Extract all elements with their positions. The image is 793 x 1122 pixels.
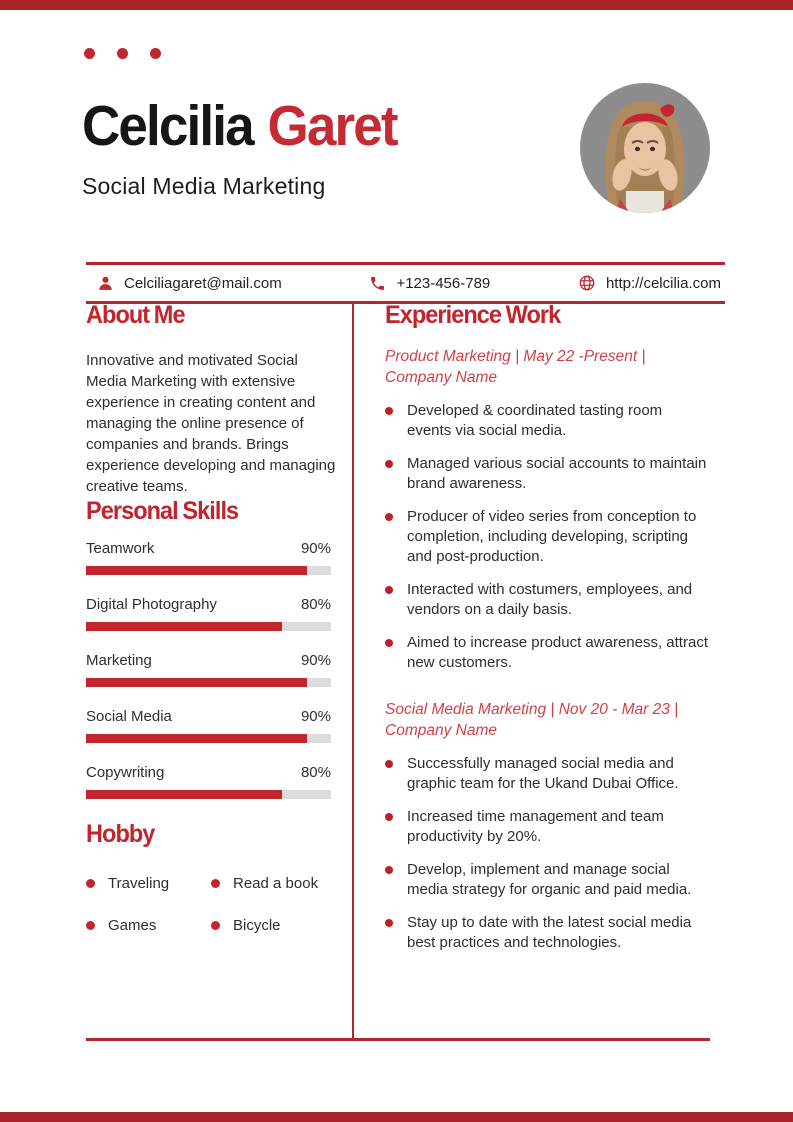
bullet-dot-icon bbox=[385, 586, 393, 594]
skill-label: Marketing bbox=[86, 652, 152, 669]
bullet-text: Aimed to increase product awareness, attract new customers. bbox=[407, 634, 708, 671]
left-column bbox=[86, 301, 354, 1038]
bullet-dot-icon bbox=[211, 879, 220, 888]
job-bullet bbox=[385, 401, 710, 441]
avatar bbox=[580, 83, 710, 213]
skill-row bbox=[86, 652, 331, 687]
skill-row bbox=[86, 596, 331, 631]
bullet-dot-icon bbox=[385, 639, 393, 647]
skill-bar-fill bbox=[86, 566, 307, 575]
skill-percent: 80% bbox=[300, 764, 331, 781]
skill-label: Social Media bbox=[86, 708, 172, 725]
hobby-label: Games bbox=[108, 917, 157, 934]
header bbox=[82, 96, 420, 200]
job-bullet-list bbox=[385, 401, 710, 673]
job-bullet bbox=[385, 754, 710, 794]
bullet-text: Increased time management and team productivity by 20%. bbox=[407, 808, 664, 845]
skill-bar-track bbox=[86, 678, 331, 687]
experience-title: Experience Work bbox=[385, 301, 561, 329]
phone-icon bbox=[369, 275, 386, 292]
job-bullet-list bbox=[385, 754, 710, 953]
bullet-dot-icon bbox=[385, 866, 393, 874]
hobby-label: Bicycle bbox=[233, 917, 281, 934]
job-heading: Social Media Marketing | Nov 20 - Mar 23 | Company Name bbox=[385, 701, 679, 739]
bullet-text: Developed & coordinated tasting room events via social media. bbox=[407, 402, 663, 439]
bullet-dot-icon bbox=[86, 921, 95, 930]
job-bullet bbox=[385, 580, 710, 620]
job-bullet bbox=[385, 633, 710, 673]
bullet-text: Stay up to date with the latest social media best practices and technologies. bbox=[407, 914, 692, 951]
bullet-dot-icon bbox=[385, 460, 393, 468]
skill-percent: 90% bbox=[300, 708, 331, 725]
right-column bbox=[354, 301, 710, 1038]
website-text: http://celcilia.com bbox=[605, 274, 721, 292]
hobby-label: Traveling bbox=[108, 875, 170, 892]
job-bullet bbox=[385, 913, 710, 953]
skill-bar-fill bbox=[86, 790, 282, 799]
bullet-dot-icon bbox=[86, 879, 95, 888]
skill-row bbox=[86, 764, 331, 799]
contact-email[interactable] bbox=[97, 275, 282, 292]
bullet-dot-icon bbox=[385, 919, 393, 927]
hobby-item bbox=[86, 917, 211, 934]
job-bullet bbox=[385, 454, 710, 494]
about-text: Innovative and motivated Social Media Marketing with extensive experience in creating content and managing the online presence of companies and brands. Brings experience developing and managing creative teams. bbox=[86, 352, 336, 495]
about-title: About Me bbox=[86, 301, 185, 329]
bullet-text: Producer of video series from conception to completion, including developing, scripting and post-production. bbox=[407, 508, 697, 565]
bullet-text: Interacted with costumers, employees, and vendors on a daily basis. bbox=[407, 581, 693, 618]
skill-label: Teamwork bbox=[86, 540, 155, 557]
top-edge-bar bbox=[0, 0, 793, 10]
last-name: Garet bbox=[267, 94, 397, 158]
hobby-item bbox=[86, 875, 211, 892]
bullet-dot-icon bbox=[211, 921, 220, 930]
decorative-dots bbox=[84, 48, 161, 59]
skill-bar-track bbox=[86, 622, 331, 631]
globe-icon bbox=[578, 274, 596, 292]
bullet-text: Develop, implement and manage social media strategy for organic and paid media. bbox=[407, 861, 692, 898]
skill-bar-track bbox=[86, 566, 331, 575]
dot-icon bbox=[117, 48, 128, 59]
bullet-dot-icon bbox=[385, 407, 393, 415]
skills-title: Personal Skills bbox=[86, 497, 239, 525]
hobby-list bbox=[86, 875, 352, 934]
job-bullet bbox=[385, 860, 710, 900]
bullet-dot-icon bbox=[385, 513, 393, 521]
skill-percent: 90% bbox=[300, 540, 331, 557]
skill-row bbox=[86, 708, 331, 743]
hobby-item bbox=[211, 875, 352, 892]
skill-label: Digital Photography bbox=[86, 596, 217, 613]
job-subtitle: Social Media Marketing bbox=[82, 172, 326, 199]
email-text: Celciliagaret@mail.com bbox=[124, 274, 282, 292]
first-name: Celcilia bbox=[82, 94, 253, 158]
skill-percent: 80% bbox=[300, 596, 331, 613]
job-bullet bbox=[385, 507, 710, 567]
dot-icon bbox=[150, 48, 161, 59]
profile-photo-illustration bbox=[580, 83, 710, 213]
contact-website[interactable] bbox=[578, 274, 721, 292]
job-heading: Product Marketing | May 22 -Present | Company Name bbox=[385, 348, 646, 386]
job-bullet bbox=[385, 807, 710, 847]
contact-bar bbox=[86, 262, 725, 304]
hobby-label: Read a book bbox=[233, 875, 319, 892]
skill-label: Copywriting bbox=[86, 764, 165, 781]
hobby-title: Hobby bbox=[86, 820, 155, 848]
skill-bar-fill bbox=[86, 734, 307, 743]
bullet-text: Managed various social accounts to maintain brand awareness. bbox=[407, 455, 707, 492]
skill-percent: 90% bbox=[300, 652, 331, 669]
bottom-edge-bar bbox=[0, 1112, 793, 1122]
bullet-text: Successfully managed social media and graphic team for the Ukand Dubai Office. bbox=[407, 755, 679, 792]
hobby-item bbox=[211, 917, 352, 934]
content-columns bbox=[86, 301, 710, 1041]
skill-row bbox=[86, 540, 331, 575]
skill-bar-track bbox=[86, 790, 331, 799]
page-title bbox=[82, 96, 397, 158]
skill-bar-fill bbox=[86, 678, 307, 687]
skill-bar-fill bbox=[86, 622, 282, 631]
person-icon bbox=[97, 275, 114, 292]
skill-bar-track bbox=[86, 734, 331, 743]
bullet-dot-icon bbox=[385, 813, 393, 821]
bullet-dot-icon bbox=[385, 760, 393, 768]
phone-text: +123-456-789 bbox=[396, 274, 491, 292]
contact-phone[interactable] bbox=[369, 275, 490, 292]
dot-icon bbox=[84, 48, 95, 59]
